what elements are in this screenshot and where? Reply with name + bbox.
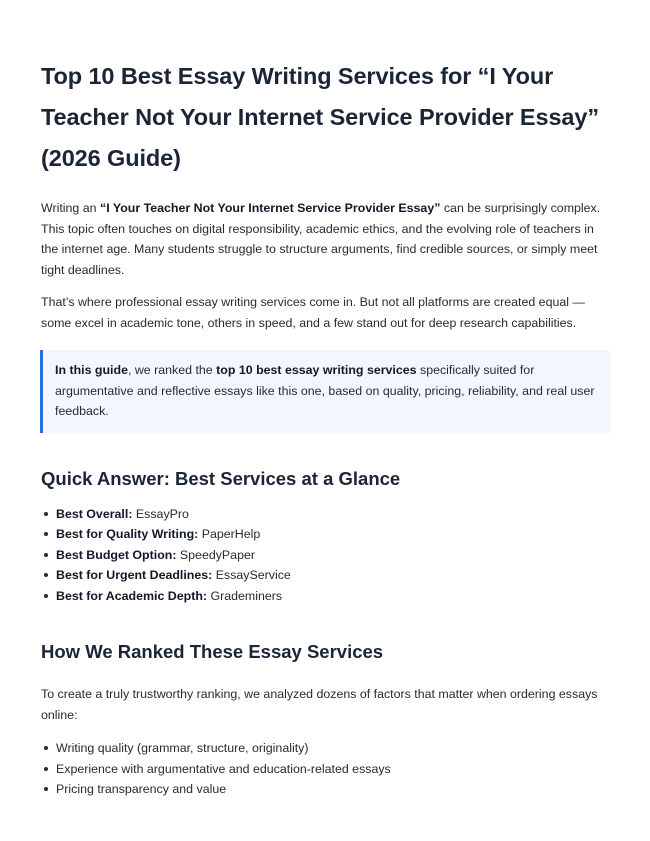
intro-body-text: can be surprisingly complex. This topic often touches on digital responsibility, academic ethics, and the evolving role of teachers in the internet age. Many students struggle to structure arguments, find credible sources, or simply meet tight deadlines. [41, 201, 601, 277]
callout-mid-text: , we ranked the [127, 363, 217, 377]
list-item [41, 586, 610, 607]
callout-rest-text: specifically suited for argumentative and reflective essays like this one, based on quality, pricing, reliability, and real user feedback. [55, 363, 595, 418]
list-item-label: Best for Academic Depth: [56, 588, 208, 603]
list-item: Writing quality (grammar, structure, originality) [41, 738, 610, 759]
callout-lead-bold: In this guide [55, 363, 128, 377]
callout-text [55, 360, 596, 422]
ranking-method-heading: How We Ranked These Essay Services [41, 641, 384, 662]
list-item [41, 504, 610, 525]
guide-callout [40, 350, 610, 433]
list-item-value: EssayService [212, 568, 291, 582]
intro-paragraph-2: That’s where professional essay writing services come in. But not all platforms are created equal — some excel in academic tone, others in speed, and a few stand out for deep research capabilities. [41, 295, 585, 330]
list-item-value: Grademiners [207, 588, 283, 603]
intro-paragraph-1 [41, 198, 610, 280]
ranking-method-intro: To create a truly trustworthy ranking, we analyzed dozens of factors that matter when ordering essays online: [41, 687, 598, 722]
list-item-value: EssayPro [132, 506, 189, 521]
list-item-label: Best for Quality Writing: [56, 527, 199, 541]
page-title: Top 10 Best Essay Writing Services for “I Your Teacher Not Your Internet Service Provider Essay” (2026 Guide) [41, 63, 600, 171]
list-item-value: PaperHelp [198, 527, 261, 541]
list-item [41, 524, 610, 545]
list-item-label: Best Overall: [56, 506, 133, 521]
list-item [41, 565, 610, 586]
quick-answer-heading: Quick Answer: Best Services at a Glance [41, 467, 401, 489]
callout-mid-bold: top 10 best essay writing services [216, 363, 417, 377]
list-item: Experience with argumentative and education-related essays [41, 759, 610, 780]
quick-answer-list [41, 504, 610, 607]
list-item [41, 545, 610, 566]
ranking-criteria-list [41, 738, 610, 800]
intro-lead-text: Writing an [41, 201, 100, 215]
list-item-label: Best Budget Option: [56, 547, 177, 562]
list-item-label: Best for Urgent Deadlines: [56, 568, 213, 582]
list-item: Pricing transparency and value [41, 779, 610, 800]
list-item-value: SpeedyPaper [176, 547, 255, 562]
essay-topic-bold: “I Your Teacher Not Your Internet Service Provider Essay” [100, 201, 441, 215]
